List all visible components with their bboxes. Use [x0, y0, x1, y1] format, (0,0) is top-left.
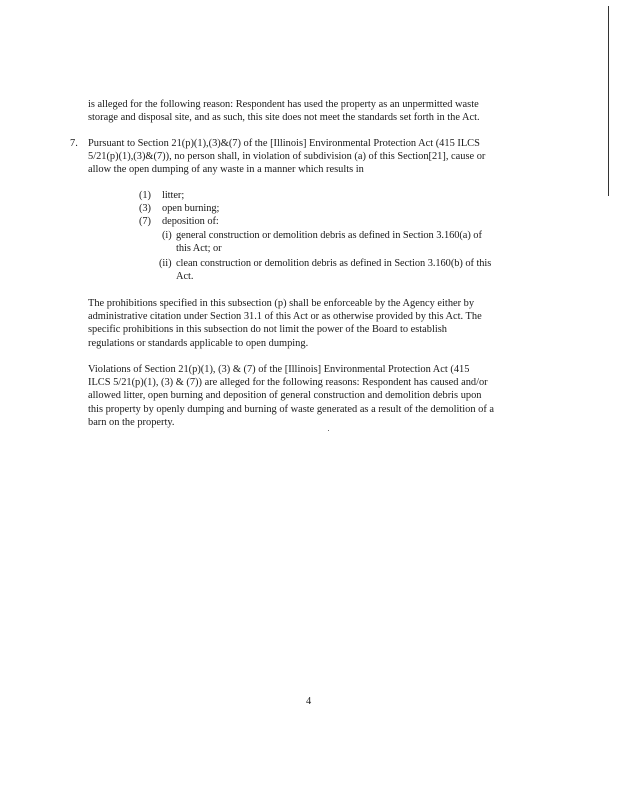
- prohibitions-paragraph: [88, 297, 528, 350]
- text-line: Pursuant to Section 21(p)(1),(3)&(7) of the [Illinois] Environmental Protection Act (415 ILCS: [88, 138, 480, 149]
- list-marker: (7): [139, 216, 151, 227]
- text-line: specific prohibitions in this subsection do not limit the power of the Board to establish: [88, 324, 448, 336]
- list-marker: (1): [139, 190, 151, 201]
- text-line: allowed litter, open burning and deposition of general construction and demolition debris upon: [88, 390, 482, 402]
- list-text: litter;: [162, 190, 185, 201]
- text-line: administrative citation under Section 31.1 of this Act or as otherwise provided by this Act. The: [88, 311, 482, 323]
- text-line: Violations of Section 21(p)(1), (3) & (7) of the [Illinois] Environmental Protection Act (415: [88, 364, 470, 375]
- text-line: allow the open dumping of any waste in a manner which results in: [88, 164, 364, 176]
- sublist-text: general construction or demolition debris as defined in Section 3.160(a) of: [176, 230, 482, 241]
- page-number: 4: [306, 696, 312, 707]
- list-text: deposition of:: [162, 216, 219, 227]
- sublist-text: Act.: [176, 271, 194, 282]
- list-text: open burning;: [162, 203, 220, 214]
- sublist-marker: (ii): [159, 258, 172, 269]
- item7-paragraph: [88, 137, 528, 177]
- text-line: is alleged for the following reason: Respondent has used the property as an unpermitted waste: [88, 99, 479, 110]
- item-number: 7.: [70, 138, 78, 149]
- text-line: this property by openly dumping and burning of waste generated as a result of the demolition of a: [88, 403, 495, 415]
- text-line: storage and disposal site, and as such, this site does not meet the standards set forth in the Act.: [88, 112, 480, 124]
- scan-edge-line: [608, 6, 609, 196]
- scan-speck: [328, 430, 329, 431]
- text-line: regulations or standards applicable to open dumping.: [88, 337, 309, 349]
- sublist-text: clean construction or demolition debris as defined in Section 3.160(b) of this: [176, 258, 492, 269]
- text-line: barn on the property.: [88, 416, 175, 428]
- text-line: The prohibitions specified in this subsection (p) shall be enforceable by the Agency either by: [88, 298, 475, 309]
- text-line: 5/21(p)(1),(3)&(7)), no person shall, in violation of subdivision (a) of this Section[21], cause or: [88, 151, 486, 163]
- text-line: ILCS 5/21(p)(1), (3) & (7)) are alleged for the following reasons: Respondent has caused and/or: [88, 377, 488, 389]
- sublist-marker: (i): [162, 230, 172, 241]
- violations-paragraph: [88, 363, 528, 429]
- intro-paragraph: [88, 98, 528, 124]
- list-marker: (3): [139, 203, 151, 214]
- sublist-text: this Act; or: [176, 243, 222, 254]
